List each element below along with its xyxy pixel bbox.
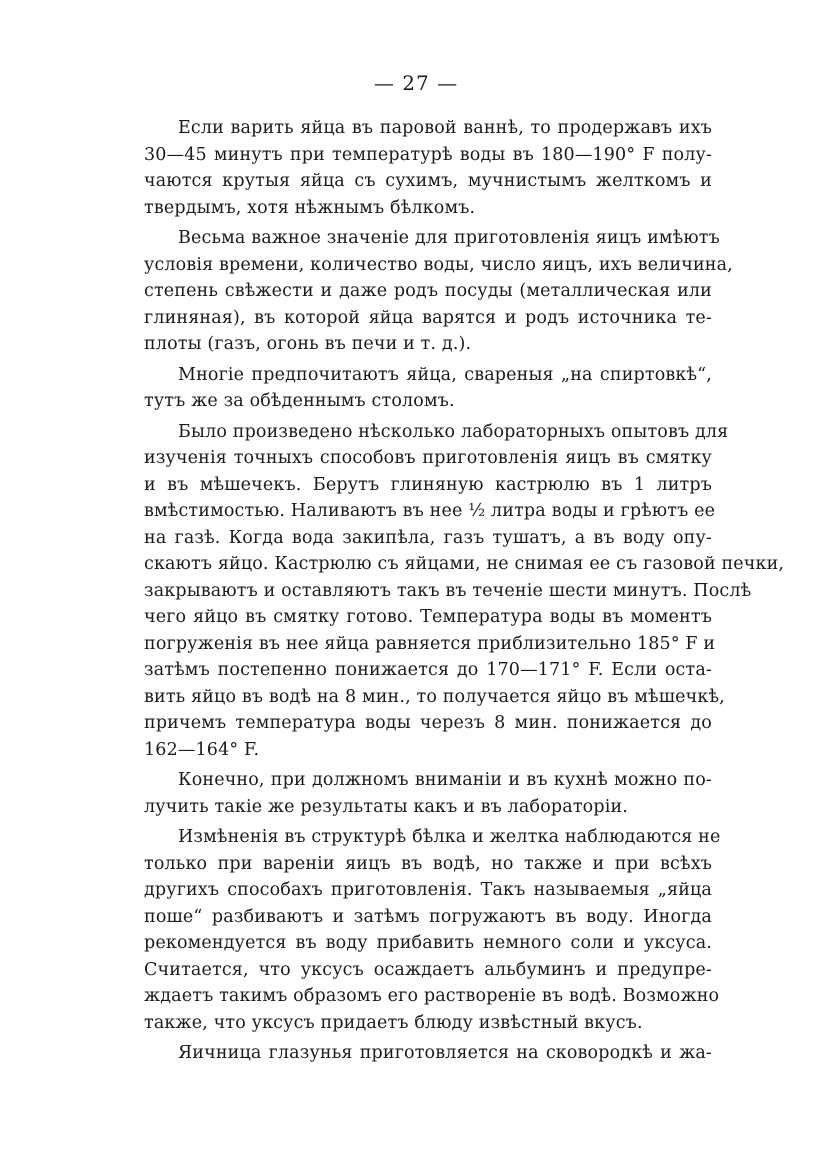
body-text xyxy=(144,115,785,1071)
text-line: на газѣ. Когда вода закипѣла, газъ тушатъ, а въ воду опу- xyxy=(144,527,712,548)
paragraph xyxy=(144,1040,712,1067)
text-line: вить яйцо въ водѣ на 8 мин., то получается яйцо въ мѣшечкѣ, xyxy=(144,686,725,707)
text-line: поше“ разбиваютъ и затѣмъ погружаютъ въ воду. Иногда xyxy=(144,906,712,927)
text-line: закрываютъ и оставляютъ такъ въ теченiе шести минутъ. Послѣ xyxy=(144,580,752,601)
text-line: глиняная), въ которой яйца варятся и родъ источника те- xyxy=(144,307,712,328)
text-line: скаютъ яйцо. Кастрюлю съ яйцами, не снимая ее съ газовой печки, xyxy=(144,554,785,574)
text-line: лучить такiе же результаты какъ и въ лабораторiи. xyxy=(144,796,628,817)
text-line: Весьма важное значенiе для приготовленiя яицъ имѣютъ xyxy=(178,228,720,248)
text-line: и въ мѣшечекъ. Берутъ глиняную кастрюлю въ 1 литръ xyxy=(144,474,712,495)
text-line: погруженiя въ нее яйца равняется приблизительно 185° F и xyxy=(144,633,716,654)
text-line: другихъ способахъ приготовленiя. Такъ называемыя „яйца xyxy=(144,880,712,900)
text-line: 162—164° F. xyxy=(144,739,260,760)
text-line: ждаетъ такимъ образомъ его раствоpенiе въ водѣ. Возможно xyxy=(144,986,720,1006)
text-line: Было произведено нѣсколько лабораторныхъ опытовъ для xyxy=(178,421,729,442)
text-line: Измѣненiя въ структурѣ бѣлка и желтка наблюдаются не xyxy=(178,827,721,847)
text-line: чаются крутыя яйца съ сухимъ, мучнистымъ желткомъ и xyxy=(144,171,712,191)
text-line: только при варенiи яицъ въ водѣ, но также и при всѣхъ xyxy=(144,853,712,874)
text-line: чего яйцо въ смятку готово. Температура воды въ моментъ xyxy=(144,607,712,627)
text-line: 30—45 минутъ при температурѣ воды въ 180—190° F полу- xyxy=(144,144,712,165)
text-line: плоты (газъ, огонь въ печи и т. д.). xyxy=(144,334,472,354)
text-line: степень свѣжести и даже родъ посуды (металлическая или xyxy=(144,281,712,301)
text-line: также, что уксусъ придаетъ блюду извѣстный вкусъ. xyxy=(144,1012,643,1033)
text-line: рекомендуется въ воду прибавить немного соли и уксуса. xyxy=(144,933,712,953)
paragraph xyxy=(144,419,785,764)
text-line: Если варить яйца въ паровой ваннѣ, то продержавъ ихъ xyxy=(178,118,712,138)
text-line: затѣмъ постепенно понижается до 170—171° F. Если оста- xyxy=(144,660,712,680)
paragraph xyxy=(144,362,712,415)
text-line: изученiя точныхъ способовъ приготовленiя яицъ въ смятку xyxy=(144,448,712,468)
text-line: тутъ же за обѣденнымъ столомъ. xyxy=(144,391,455,411)
text-line: Считается, что уксусъ осаждаетъ альбуминъ и предупре- xyxy=(144,959,712,980)
paragraph xyxy=(144,767,712,820)
text-line: Яичница глазунья приготовляется на сковородкѣ и жа- xyxy=(178,1043,712,1063)
paragraph xyxy=(144,115,712,221)
text-line: вмѣстимостью. Наливаютъ въ нее ½ литра воды и грѣютъ ее xyxy=(144,501,716,521)
text-line: условiя времени, количество воды, число яицъ, ихъ величина, xyxy=(144,254,733,275)
page-number: — 27 — xyxy=(373,71,459,95)
text-line: причемъ температура воды черезъ 8 мин. понижается до xyxy=(144,713,712,733)
text-line: твердымъ, хотя нѣжнымъ бѣлкомъ. xyxy=(144,197,476,218)
text-line: Конечно, при должномъ вниманiи и въ кухнѣ можно по- xyxy=(178,770,712,790)
paragraph xyxy=(144,225,733,358)
paragraph xyxy=(144,824,721,1036)
text-line: Многiе предпочитаютъ яйца, свареныя „на спиртовкѣ“, xyxy=(178,364,712,385)
